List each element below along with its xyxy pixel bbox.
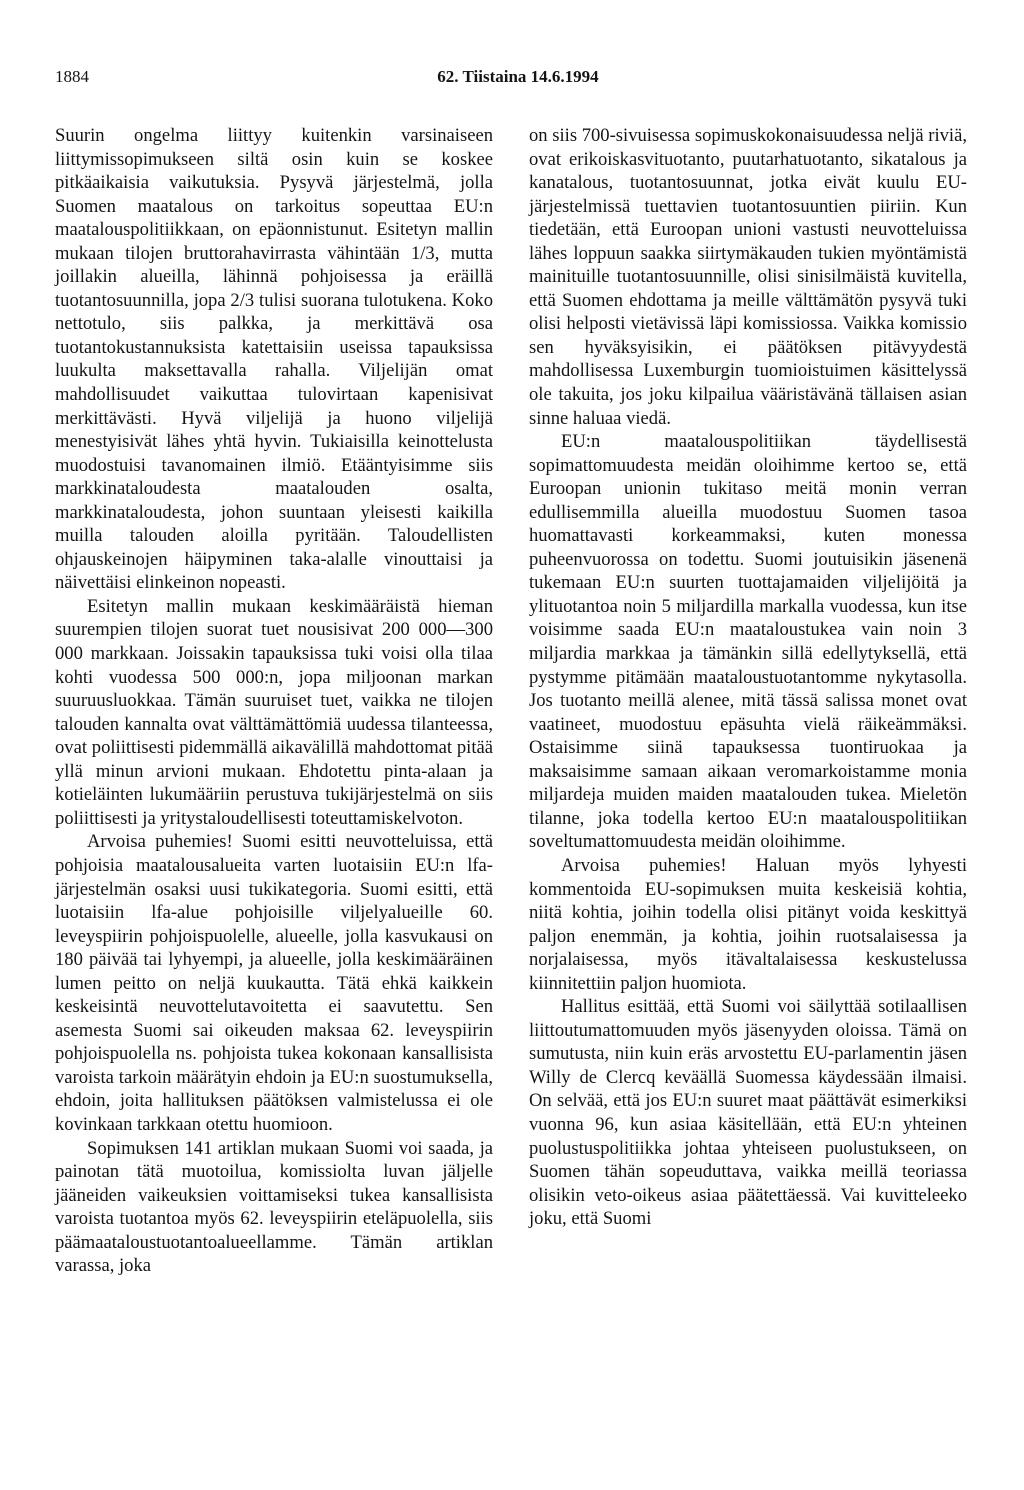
paragraph: Sopimuksen 141 artiklan mukaan Suomi voi saada, ja painotan tätä muotoilua, komissiolta luvan jäljelle jääneiden vaikeuksien voittamiseksi tukea kansallisista varoista tuotantoa myös 62. leveyspiirin eteläpuolella, siis päämaataloustuotantoalueellamme. Tämän artiklan varassa, joka bbox=[55, 1137, 493, 1277]
paragraph: EU:n maatalouspolitiikan täydellisestä sopimattomuudesta meidän oloihimme kertoo se, että Euroopan unionin tukitaso meitä monin verran edullisemmilla alueilla muodostuu Suomen tasoa huomattavasti korkeammaksi, kuten monessa puheenvuorossa on todettu. Suomi joutuisikin jäsenenä tukemaan EU:n suurten tuottajamaiden viljelijöitä ja ylituotantoa noin 5 miljardilla markalla vuodessa, kun itse voisimme saada EU:n maataloustukea vain noin 3 miljardia markkaa ja tämänkin sillä edellytyksellä, että pystymme pitämään maataloustuotantomme nykytasolla. Jos tuotanto meillä alenee, mitä tässä salissa monet ovat vaatineet, muodostuu epäsuhta vielä räikeämmäksi. Ostaisimme siinä tapauksessa tuontiruokaa ja maksaisimme samaan aikaan veromarkoistamme monia miljardeja muiden maiden maatalouden tukea. Mieletön tilanne, joka todella kertoo EU:n maatalouspolitiikan soveltumattomuudesta meidän oloihimme. bbox=[529, 431, 967, 853]
left-column bbox=[55, 124, 493, 1278]
paragraph: Hallitus esittää, että Suomi voi säilyttää sotilaallisen liittoutumattomuuden myös jäsenyyden oloissa. Tämä on sumutusta, niin kuin eräs arvostettu EU-parlamentin jäsen Willy de Clercq keväällä Suomessa käydessään ilmaisi. On selvää, että jos EU:n suuret maat päättävät esimerkiksi vuonna 96, kun asiaa käsitellään, että EU:n yhteinen puolustuspolitiikka johtaa yhteiseen puolustukseen, on Suomen tähän sopeuduttava, vaikka meillä teoriassa olisikin veto-oikeus asiaa päätettäessä. Vai kuvitteleeko joku, että Suomi bbox=[529, 996, 967, 1230]
page-number: 1884 bbox=[55, 67, 89, 86]
paragraph: on siis 700-sivuisessa sopimuskokonaisuudessa neljä riviä, ovat erikoiskasvituotanto, puutarhatuotanto, sikatalous ja kanatalous, tuotantosuunnat, jotka eivät kuulu EU-järjestelmissä tuettavien tuotantosuuntien piiriin. Kun tiedetään, että Euroopan unioni vastusti neuvotteluissa lähes loppuun saakka siirtymäkauden tukien myöntämistä mainituille tuotantosuunnille, olisi sinisilmäistä kuvitella, että Suomen ehdottama ja meille välttämätön pysyvä tuki olisi helposti vietävissä läpi komissiossa. Vaikka komissio sen hyväksyisikin, ei päätöksen pitävyydestä mahdollisessa Luxemburgin tuomioistuimen käsittelyssä ole takuita, jos joku kilpailua vääristävänä tällaisen asian sinne haluaa viedä. bbox=[529, 125, 967, 429]
paragraph: Arvoisa puhemies! Haluan myös lyhyesti kommentoida EU-sopimuksen muita keskeisiä kohtia, niitä kohtia, joihin todella olisi pitänyt voida keskittyä paljon enemmän, ja kohtia, joihin ruotsalaisessa ja norjalaisessa, myös itävaltalaisessa keskustelussa kiinnitettiin paljon huomiota. bbox=[529, 854, 967, 994]
page-header bbox=[55, 66, 981, 88]
paragraph: Suurin ongelma liittyy kuitenkin varsinaiseen liittymissopimukseen siltä osin kuin se koskee pitkäaikaisia vaikutuksia. Pysyvä järjestelmä, jolla Suomen maatalous on tarkoitus sopeuttaa EU:n maatalouspolitiikkaan, on epäonnistunut. Esitetyn mallin mukaan tilojen bruttorahavirrasta vähintään 1/3, mutta joillakin alueilla, lähinnä pohjoisessa ja eräillä tuotantosuunnilla, jopa 2/3 tulisi suorana tulotukena. Koko nettotulo, siis palkka, ja merkittävä osa tuotantokustannuksista katettaisiin useissa tapauksissa luukulta maksettavalla rahalla. Viljelijän omat mahdollisuudet vaikuttaa tulovirtaan kapenisivat merkittävästi. Hyvä viljelijä ja huono viljelijä menestyisivät lähes yhtä hyvin. Tukiaisilla keinottelusta muodostuisi tavanomainen ilmiö. Etääntyisimme siis markkinataloudesta maatalouden osalta, markkinataloudesta, johon suuntaan yleisesti kaikilla muilla talouden aloilla pyritään. Taloudellisten ohjauskeinojen häipyminen taka-alalle vinouttaisi ja näivettäisi elinkeinon nopeasti. bbox=[55, 125, 493, 594]
paragraph: Esitetyn mallin mukaan keskimääräistä hieman suurempien tilojen suorat tuet nousisivat 200 000—300 000 markkaan. Joissakin tapauksissa tuki voisi olla tilaa kohti vuodessa 500 000:n, jopa miljoonan markan suuruusluokkaa. Tämän suuruiset tuet, vaikka ne tilojen talouden kannalta ovat välttämättömiä uudessa tilanteessa, ovat poliittisesti pidemmällä aikavälillä mahdottomat pitää yllä minun arvioni mukaan. Ehdotettu pinta-alaan ja kotieläinten lukumääriin perustuva tukijärjestelmä on siis poliittisesti ja yritystaloudellisesti toteuttamiskelvoton. bbox=[55, 595, 493, 829]
right-column bbox=[529, 124, 967, 1231]
running-head: 62. Tiistaina 14.6.1994 bbox=[437, 67, 599, 86]
paragraph: Arvoisa puhemies! Suomi esitti neuvotteluissa, että pohjoisia maatalousalueita varten luotaisiin EU:n lfa-järjestelmän osaksi uusi tukikategoria. Suomi esitti, että luotaisiin lfa-alue pohjoisille viljelyalueille 60. leveyspiirin pohjoispuolelle, alueelle, jolla kasvukausi on 180 päivää tai lyhyempi, ja alueelle, jolla keskimääräinen lumen peitto on neljä kuukautta. Tätä ehkä kaikkein keskeisintä neuvottelutavoitetta ei saavutettu. Sen asemesta Suomi sai oikeuden maksaa 62. leveyspiirin pohjoispuolella ns. pohjoista tukea kokonaan kansallisista varoista tarkoin määrätyin ehdoin ja EU:n suostumuksella, ehdoin, joita hallituksen päätöksen valmistelussa ei ole kovinkaan tarkkaan otettu huomioon. bbox=[55, 831, 493, 1135]
